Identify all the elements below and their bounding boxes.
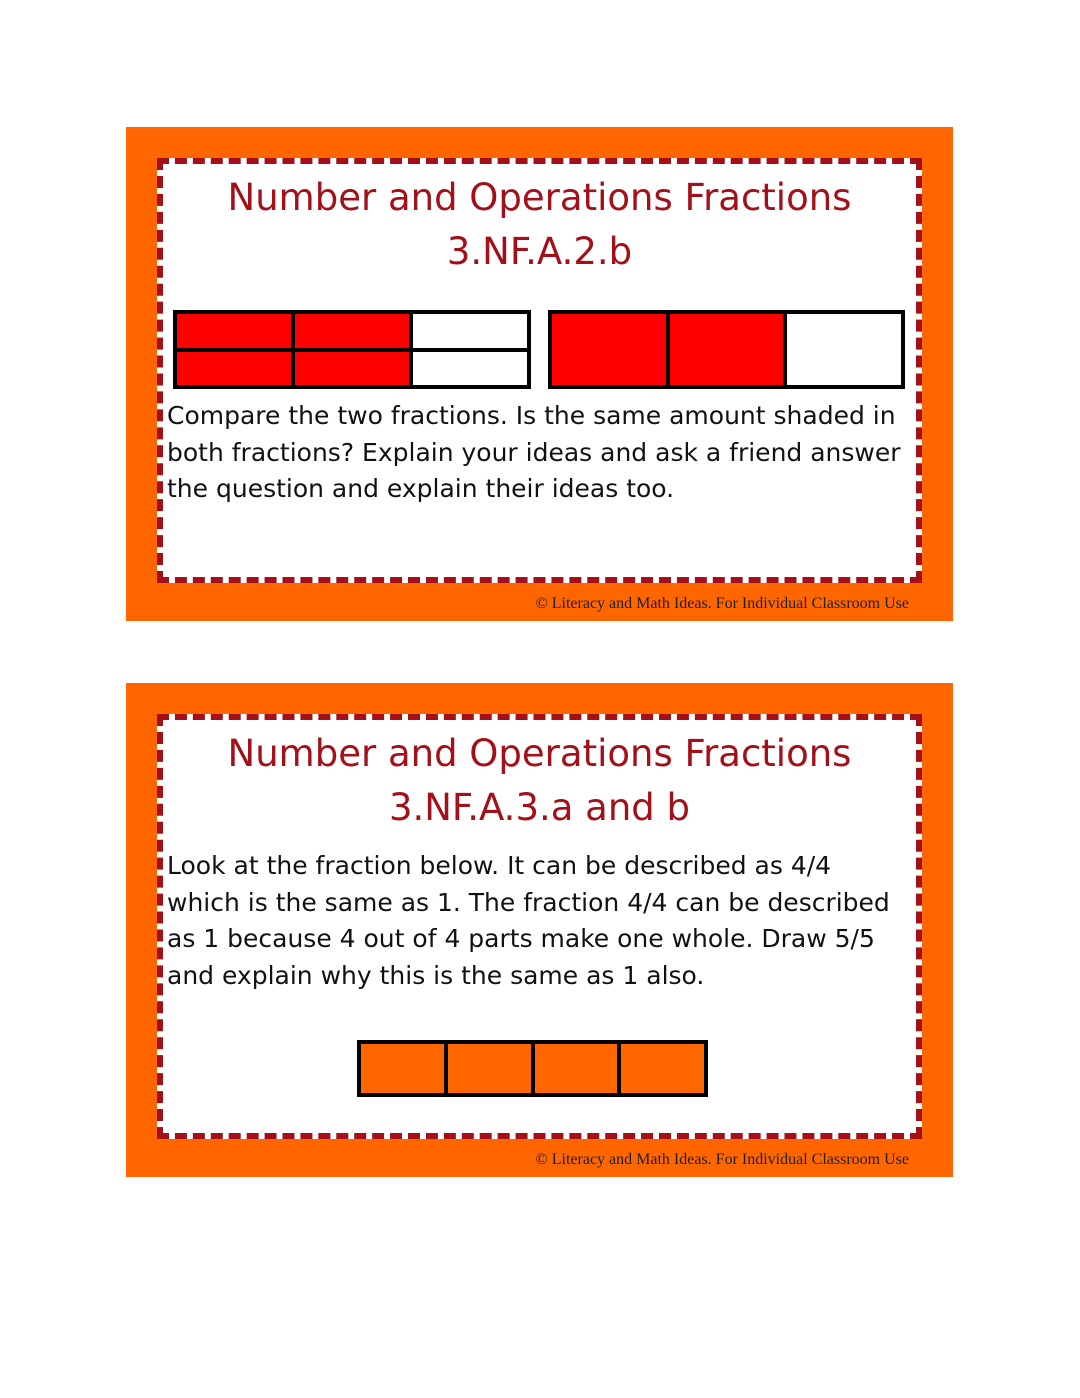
card-1-title: Number and Operations Fractions [227,176,852,219]
task-card-1 [126,127,953,621]
fraction-cell [670,314,784,385]
fraction-cell [413,352,527,386]
fraction-cell [177,352,291,386]
fraction-cell [295,314,409,348]
card-1-copyright: © Literacy and Math Ideas. For Individual Classroom Use [535,595,909,612]
fraction-cell [361,1044,444,1093]
task-card-1-content [157,158,922,583]
fraction-cell [177,314,291,348]
card-1-prompt: Compare the two fractions. Is the same amount shaded in both fractions? Explain your ideas and ask a friend answer the question and explain their ideas too. [167,401,901,503]
card-2-copyright: © Literacy and Math Ideas. For Individual Classroom Use [535,1151,909,1168]
fraction-cell [621,1044,704,1093]
fraction-model-fourths [357,1040,708,1097]
fraction-cell [552,314,666,385]
task-card-2-content [157,714,922,1139]
card-2-prompt: Look at the fraction below. It can be described as 4/4 which is the same as 1. The fraction 4/4 can be described as 1 because 4 out of 4 parts make one whole. Draw 5/5 and explain why this is the same as 1 also. [167,851,890,990]
fraction-cell [413,314,527,348]
task-card-2 [126,683,953,1177]
fraction-cell [295,352,409,386]
card-1-standard-code: 3.NF.A.2.b [446,230,633,273]
card-2-standard-code: 3.NF.A.3.a and b [388,786,691,829]
fraction-model-sixths [173,310,531,389]
card-2-title: Number and Operations Fractions [227,732,852,775]
fraction-cell [535,1044,618,1093]
fraction-cell [787,314,901,385]
fraction-cell [448,1044,531,1093]
fraction-model-thirds [548,310,905,389]
